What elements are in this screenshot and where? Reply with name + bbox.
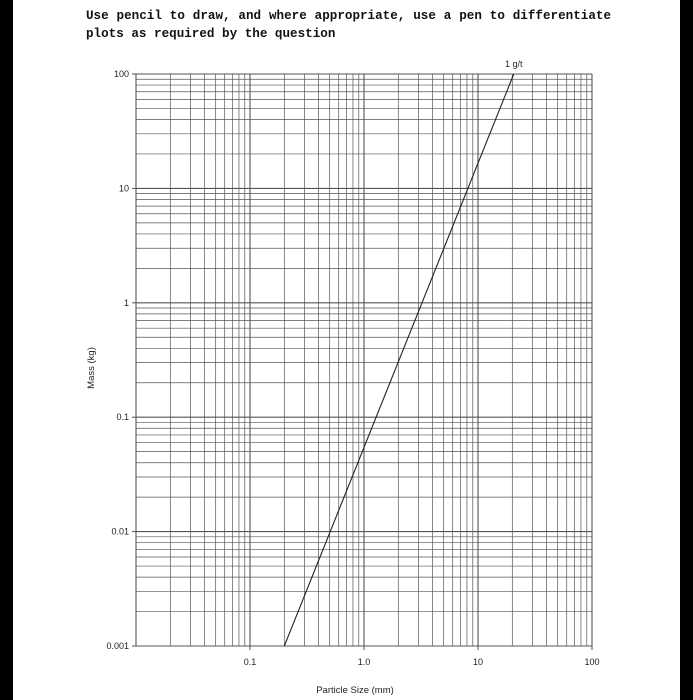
y-tick-label: 0.01 xyxy=(111,526,129,537)
y-tick-label: 1 xyxy=(123,297,129,308)
y-tick-label: 0.001 xyxy=(106,641,129,651)
y-tick-label: 0.1 xyxy=(116,412,129,423)
x-axis-title: Particle Size (mm) xyxy=(316,685,394,696)
y-tick-label: 100 xyxy=(113,69,129,79)
series-label: 1 g/t xyxy=(505,59,523,69)
x-tick-label: 1.0 xyxy=(357,657,371,667)
x-tick-label: 0.1 xyxy=(243,657,257,667)
y-tick-label: 10 xyxy=(118,183,129,194)
x-tick-label: 100 xyxy=(584,657,600,667)
instruction-text: Use pencil to draw, and where appropriate, use a pen to differentiate plots as required by the question xyxy=(86,9,611,41)
y-axis-title: Mass (kg) xyxy=(86,347,97,389)
chart-grid xyxy=(132,74,592,650)
x-tick-label: 10 xyxy=(472,657,484,667)
